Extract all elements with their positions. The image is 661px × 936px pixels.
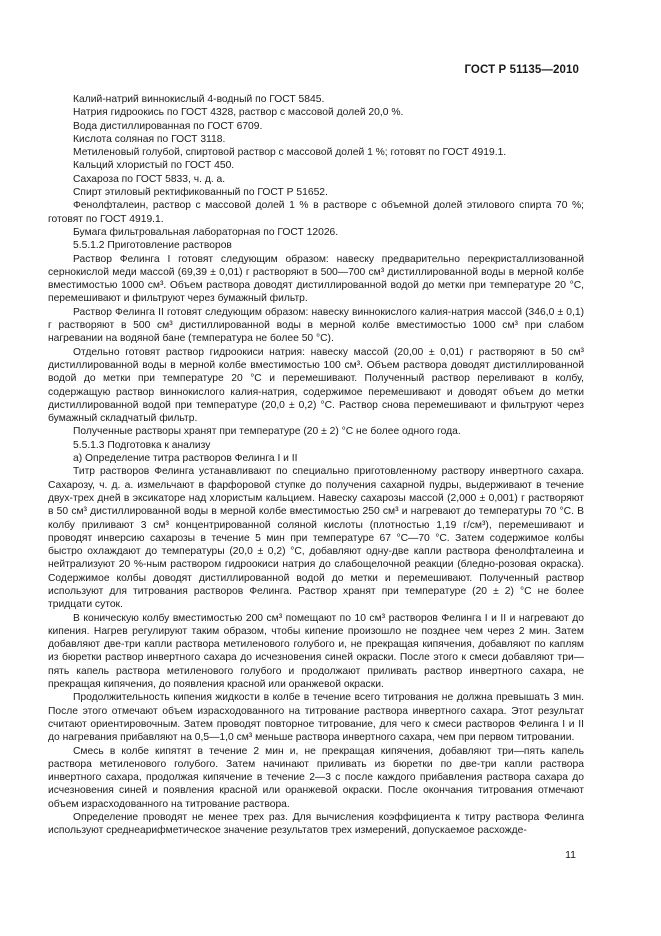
paragraph-titer: Титр растворов Фелинга устанавливают по специально приготовленному раствору инвертного сахара. Сахарозу, ч. д. а. измельчают в фарфоровой ступке до получения сахарной пудры, выдерживают в течение двух-трех дней в эксикаторе над хлористым кальцием. Навеску сахарозы массой (2,000 ± 0,001) г растворяют в 50 см³ дистиллированной воды в мерной колбе вместимостью 250 см³ и нагревают до температуры 70 °С. В колбу приливают 3 см³ концентрированной соляной кислоты (плотностью 1,19 г/см³), перемешивают и проводят инверсию сахарозы в течение 5 мин при температуре 67 °С—70 °С. Затем содержимое колбы быстро охлаждают до температуры (20,0 ± 0,2) °С, добавляют одну-две капли раствора фенолфталеина и нейтрализуют 20 %-ным раствором гидроокиси натрия до слабощелочной реакции (бледно-розовая окраска). Содержимое колбы доводят дистиллированной водой до метки и перемешивают. Полученный раствор используют для титрования растворов Фелинга. Раствор хранят при температуре (20 ± 2) °С не более тридцати суток.	[48, 466, 584, 611]
page-number: 11	[565, 849, 576, 861]
paragraph-conical-flask: В коническую колбу вместимостью 200 см³ помещают по 10 см³ растворов Фелинга I и II и нагревают до кипения. Нагрев регулируют таким образом, чтобы кипение произошло не позднее чем через 2 мин. Затем добавляют две-три капли раствора метиленового голубого и, не прекращая кипячения, добавляют по каплям из бюретки раствор инвертного сахара до исчезновения синей окраски. После этого к смеси добавляют три—пять капель раствора метиленового голубого и продолжают приливать раствор инвертного сахара, не прекращая кипячения, до появления красной или оранжевой окраски.	[48, 612, 584, 691]
paragraph-naoh: Отдельно готовят раствор гидроокиси натрия: навеску массой (20,00 ± 0,01) г растворяют в 50 см³ дистиллированной воды в мерной колбе вместимостью 100 см³. Объем раствора доводят дистиллированной водой до метки при температуре 20 °С и перемешивают. Полученный раствор переливают в колбу, содержащую раствор виннокислого калия-натрия, содержимое перемешивают и доводят объем до метки дистиллированной водой при температуре (20,0 ± 0,2) °С. Раствор снова перемешивают и фильтруют через бумажный складчатый фильтр.	[48, 346, 584, 425]
list-item: Вода дистиллированная по ГОСТ 6709.	[73, 120, 263, 132]
document-body	[48, 93, 584, 838]
document-header: ГОСТ Р 51135—2010	[464, 64, 579, 76]
list-item: Натрия гидроокись по ГОСТ 4328, раствор с массовой долей 20,0 %.	[73, 107, 404, 119]
paragraph-storage: Полученные растворы хранят при температуре (20 ± 2) °С не более одного года.	[73, 426, 461, 438]
section-heading-5512: 5.5.1.2 Приготовление растворов	[73, 240, 232, 252]
paragraph-phenolphthalein: Фенолфталеин, раствор с массовой долей 1 % в растворе с объемной долей этилового спирта 70 %; готовят по ГОСТ 4919.1.	[48, 200, 584, 225]
paragraph-boiling-duration: Продолжительность кипения жидкости в колбе в течение всего титрования не должна превышать 3 мин. После этого отмечают объем израсходованного на титрование раствора инвертного сахара. Этот результат считают ориентировочным. Затем проводят повторное титрование, для чего к смеси растворов Фелинга I и II до нагревания прибавляют на 0,5—1,0 см³ меньше раствора инвертного сахара, чем при первом титровании.	[48, 692, 584, 744]
paragraph-fehling-1: Раствор Фелинга I готовят следующим образом: навеску предварительно перекристаллизованной сернокислой меди массой (69,39 ± 0,01) г растворяют в 500—700 см³ дистиллированной воды в мерной колбе вместимостью 1000 см³. Объем раствора доводят дистиллированной водой до метки при температуре 20 °С, перемешивают и фильтруют через бумажный фильтр.	[48, 253, 584, 305]
list-item: Метиленовый голубой, спиртовой раствор с массовой долей 1 %; готовят по ГОСТ 4919.1.	[73, 147, 507, 159]
list-item: Сахароза по ГОСТ 5833, ч. д. а.	[73, 173, 226, 185]
paragraph-boiling: Смесь в колбе кипятят в течение 2 мин и, не прекращая кипячения, добавляют три—пять капель раствора метиленового голубого. Затем начинают приливать из бюретки по две-три капли раствора инвертного сахара, продолжая кипячение в течение 2—3 с после каждого прибавления раствора сахара до исчезновения синей и появления красной или оранжевой окраски. После окончания титрования отмечают объем израсходованного на титрование раствора.	[48, 745, 584, 810]
list-item: Спирт этиловый ректификованный по ГОСТ Р 51652.	[73, 187, 328, 199]
paragraph-three-determinations: Определение проводят не менее трех раз. Для вычисления коэффициента к титру раствора Фелинга используют среднеарифметическое значение результатов трех измерений, допускаемое расхожде-	[48, 812, 584, 837]
subsection-heading-a: а) Определение титра растворов Фелинга I и II	[73, 453, 298, 465]
paragraph-fehling-2: Раствор Фелинга II готовят следующим образом: навеску виннокислого калия-натрия массой (346,0 ± 0,1) г растворяют в 500 см³ дистиллированной воды в мерной колбе вместимостью 1000 см³ при слабом нагревании на водяной бане (температура не более 50 °С).	[48, 306, 584, 345]
list-item: Калий-натрий виннокислый 4-водный по ГОСТ 5845.	[73, 94, 325, 105]
list-item: Кальций хлористый по ГОСТ 450.	[73, 160, 235, 172]
list-item: Кислота соляная по ГОСТ 3118.	[73, 133, 226, 145]
section-heading-5513: 5.5.1.3 Подготовка к анализу	[73, 439, 211, 451]
list-item: Бумага фильтровальная лабораторная по ГОСТ 12026.	[73, 226, 339, 238]
